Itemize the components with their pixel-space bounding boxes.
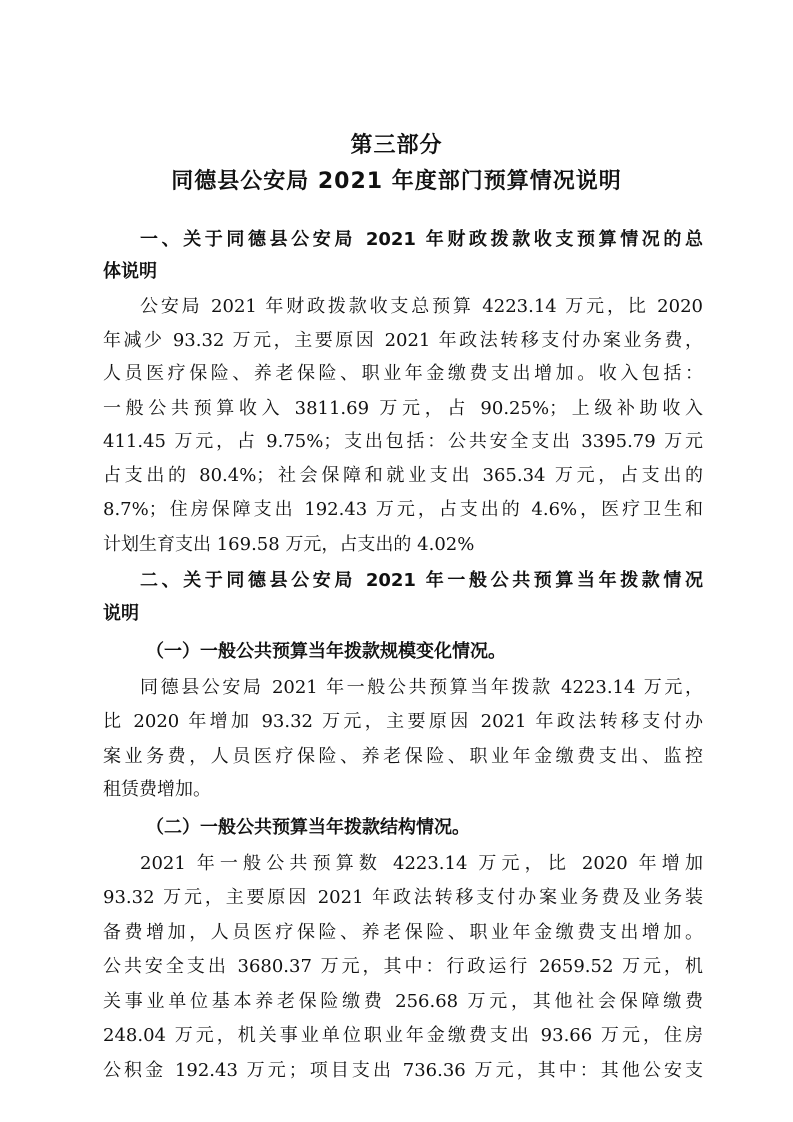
paragraph-line: 比 2020 年增加 93.32 万元，主要原因 2021 年政法转移支付办 [103, 711, 703, 732]
section1-heading: 一、关于同德县公安局 2021 年财政拨款收支预算情况的总 [140, 229, 703, 250]
paragraph-line: 年减少 93.32 万元，主要原因 2021 年政法转移支付办案业务费， [103, 330, 703, 351]
paragraph-line: 案业务费，人员医疗保险、养老保险、职业年金缴费支出、监控 [103, 746, 703, 767]
paragraph-line: 8.7%；住房保障支出 192.43 万元，占支出的 4.6%，医疗卫生和 [103, 499, 703, 520]
paragraph-line: 93.32 万元，主要原因 2021 年政法转移支付办案业务费及业务装 [103, 887, 703, 908]
paragraph-line: 公安局 2021 年财政拨款收支总预算 4223.14 万元，比 2020 [140, 296, 703, 317]
section1-heading-cont: 体说明 [103, 261, 157, 282]
paragraph-line: 人员医疗保险、养老保险、职业年金缴费支出增加。收入包括： [103, 363, 703, 384]
part-title: 第三部分 [350, 133, 443, 158]
paragraph-line: 2021 年一般公共预算数 4223.14 万元，比 2020 年增加 [140, 853, 703, 874]
paragraph-line: 248.04 万元，机关事业单位职业年金缴费支出 93.66 万元，住房 [103, 1025, 703, 1046]
paragraph-line: 租赁费增加。 [103, 779, 211, 800]
document-title: 同德县公安局 2021 年度部门预算情况说明 [171, 169, 622, 194]
section2-heading: 二、关于同德县公安局 2021 年一般公共预算当年拨款情况 [140, 570, 703, 591]
paragraph-line: 公积金 192.43 万元；项目支出 736.36 万元，其中：其他公安支 [103, 1060, 703, 1081]
paragraph-line: 关事业单位基本养老保险缴费 256.68 万元，其他社会保障缴费 [103, 991, 703, 1012]
paragraph-line: 占支出的 80.4%；社会保障和就业支出 365.34 万元，占支出的 [103, 465, 703, 486]
subsection1-heading: （一）一般公共预算当年拨款规模变化情况。 [146, 641, 506, 662]
paragraph-line: 公共安全支出 3680.37 万元，其中：行政运行 2659.52 万元，机 [103, 956, 703, 977]
paragraph-line: 411.45 万元，占 9.75%；支出包括：公共安全支出 3395.79 万元 [103, 431, 703, 452]
section2-heading-cont: 说明 [103, 603, 139, 624]
paragraph-line: 同德县公安局 2021 年一般公共预算当年拨款 4223.14 万元， [140, 677, 703, 698]
paragraph-line: 一般公共预算收入 3811.69 万元，占 90.25%；上级补助收入 [103, 398, 703, 419]
subsection2-heading: （二）一般公共预算当年拨款结构情况。 [146, 817, 470, 838]
paragraph-line: 备费增加，人员医疗保险、养老保险、职业年金缴费支出增加。 [103, 922, 703, 943]
paragraph-line: 计划生育支出 169.58 万元，占支出的 4.02% [103, 534, 475, 555]
